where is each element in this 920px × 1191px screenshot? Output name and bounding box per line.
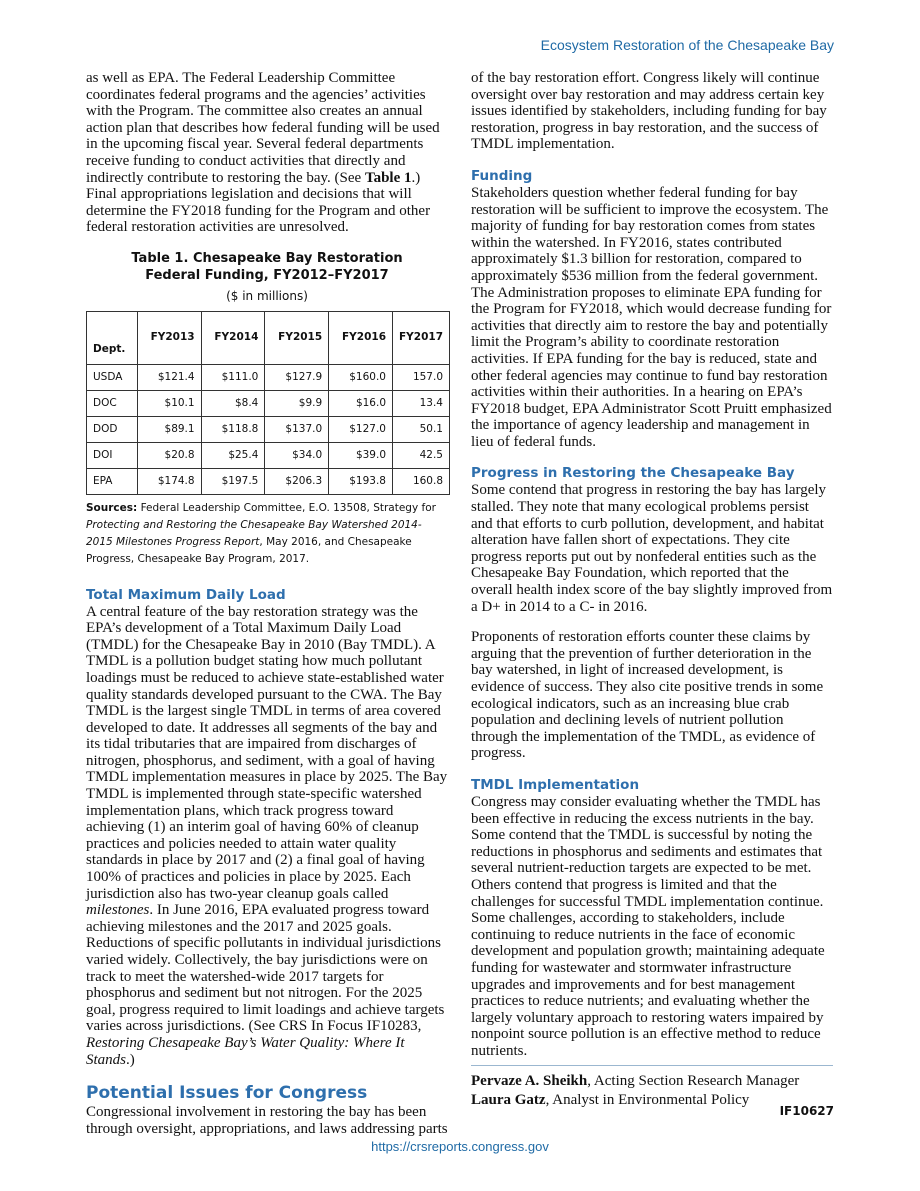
sources-report-title: Protecting and Restoring the Chesapeake Bay Watershed 2014-2015 Milestones Progress Report [86, 518, 422, 548]
table-cell: $25.4 [201, 442, 265, 468]
table-sources [86, 500, 448, 568]
table-cell: $20.8 [137, 442, 201, 468]
table-cell: $174.8 [137, 468, 201, 494]
crs-reference-title: Restoring Chesapeake Bay’s Water Quality: Where It Stands [86, 1034, 405, 1068]
table-row [87, 390, 450, 416]
table-header-cell: FY2017 [393, 311, 450, 364]
table-cell: 13.4 [393, 390, 450, 416]
author-line [471, 1072, 833, 1091]
intro-text-end: .) Final appropriations legislation and decisions that will determine the FY2018 funding for the Program and other federal restoration activities are unresolved. [86, 169, 431, 236]
table-reference: Table 1 [364, 169, 412, 186]
table-cell: $121.4 [137, 364, 201, 390]
table-cell: EPA [87, 468, 138, 494]
section-heading-progress: Progress in Restoring the Chesapeake Bay [471, 465, 795, 482]
right-column [471, 70, 833, 1110]
sources-label: Sources: [86, 501, 138, 514]
table-header-cell: Dept. [87, 311, 138, 364]
table-header-row [87, 311, 450, 364]
table-cell: $160.0 [329, 364, 393, 390]
left-column [86, 70, 448, 1151]
issues-paragraph: Congressional involvement in restoring the bay has been through oversight, appropriations, and laws addressing parts [86, 1104, 448, 1137]
table-cell: DOD [87, 416, 138, 442]
table-cell: $193.8 [329, 468, 393, 494]
section-heading-tmdl-implementation: TMDL Implementation [471, 776, 640, 793]
table-header-cell: FY2014 [201, 311, 265, 364]
table-subtitle: ($ in millions) [226, 288, 308, 303]
table-header-cell: FY2015 [265, 311, 329, 364]
table-cell: $197.5 [201, 468, 265, 494]
tmdl-text: A central feature of the bay restoration strategy was the EPA’s development of a Total Maximum Daily Load (TMDL) for the Chesapeake Bay in 2010 (Bay TMDL). A TMDL is a pollution budget stating how much pollutant loadings must be reduced to achieve state-established water quality standards developed pursuant to the CWA. The Bay TMDL is the largest single TMDL in terms of area covered developed to date. It addresses all segments of the bay and its tidal tributaries that are impaired from discharges of nitrogen, phosphorus, and sediment, with a goal of having TMDL implementation measures in place by 2025. The Bay TMDL is implemented through state-specific watershed implementation plans, which track progress toward achieving (1) an interim goal of having 60% of cleanup practices and policies needed to attain water quality standards in place by 2017 and (2) a final goal of having 100% of practices and policies in place by 2025. Each jurisdiction also has two-year cleanup goals called [86, 603, 448, 902]
table-header-cell: FY2013 [137, 311, 201, 364]
tmdl-text-2: . In June 2016, EPA evaluated progress toward achieving milestones and the 2017 and 2025 goals. Reductions of specific pollutants in individual jurisdictions varied widely. Collectively, the bay jurisdictions were on track to meet the watershed-wide 2017 targets for phosphorus and sediment but not nitrogen. For the 2025 goal, progress required to limit loadings and achieve targets varies across jurisdictions. (See CRS In Focus IF10283, [86, 902, 445, 1035]
section-heading-funding: Funding [471, 167, 533, 184]
table-cell: $89.1 [137, 416, 201, 442]
tmdl-paragraph [86, 604, 448, 1069]
table-title: Table 1. Chesapeake Bay Restoration Federal Funding, FY2012–FY2017 [131, 250, 403, 283]
intro-text: as well as EPA. The Federal Leadership Committee coordinates federal programs and the agencies’ activities with the Program. The committee also creates an annual action plan that describes how federal funding will be used in the upcoming fiscal year. Several federal departments receive funding to conduct activities that directly and indirectly contribute to restoring the bay. (See [86, 70, 440, 186]
table-cell: $127.9 [265, 364, 329, 390]
table-cell: DOI [87, 442, 138, 468]
milestones-term: milestones [86, 902, 150, 919]
table-row [87, 442, 450, 468]
table-cell: 160.8 [393, 468, 450, 494]
author-divider [471, 1065, 833, 1066]
table-cell: $137.0 [265, 416, 329, 442]
table-cell: $34.0 [265, 442, 329, 468]
table-cell: DOC [87, 390, 138, 416]
section-heading-tmdl: Total Maximum Daily Load [86, 586, 286, 603]
sources-text: Federal Leadership Committee, E.O. 13508, Strategy for [137, 501, 436, 514]
sources-text-end: , May 2016, and Chesapeake Progress, Chesapeake Bay Program, 2017. [86, 535, 412, 565]
table-row [87, 468, 450, 494]
running-header: Ecosystem Restoration of the Chesapeake Bay [540, 37, 834, 53]
tmdl-implementation-paragraph: Congress may consider evaluating whether the TMDL has been effective in reducing the excess nutrients in the bay. Some contend that the TMDL is successful by noting the reductions in phosphorus and sediments and estimates that several nutrient-reduction targets are expected to be met. Others contend that progress is limited and that the challenges for successful TMDL implementation continue. Some challenges, according to stakeholders, include continuing to reduce nutrients in the face of economic development and population growth; maintaining adequate funding for wastewater and stormwater infrastructure upgrades and improvements and for best management practices to reduce nutrients; and evaluating whether the largely voluntary approach to restoring waters impaired by nonpoint source pollution is an effective method to reduce nutrients. [471, 793, 825, 1059]
table-cell: $206.3 [265, 468, 329, 494]
progress-paragraph-2: Proponents of restoration efforts counter these claims by arguing that the prevention of further deterioration in the bay watershed, in light of increased development, is evidence of success. They also cite positive trends in some ecological indicators, such as an increasing blue crab population and declining levels of nutrient pollution through the implementation of the TMDL, as evidence of progress. [471, 629, 824, 762]
right-intro-paragraph: of the bay restoration effort. Congress likely will continue oversight over bay restoration and may address certain key issues identified by stakeholders, including funding for bay restoration, progress in bay restoration, and the success of TMDL implementation. [471, 70, 827, 153]
table-header-cell: FY2016 [329, 311, 393, 364]
author-role: , Acting Section Research Manager [587, 1073, 800, 1090]
progress-paragraph-1: Some contend that progress in restoring the bay has largely stalled. They note that many ecological problems persist and that efforts to curb pollution, development, and habitat alteration have fallen short of expectations. They cite progress reports put out by nonfederal entities such as the Chesapeake Bay Foundation, which reported that the overall health index score of the bay slightly improved from a D+ in 2014 to a C- in 2016. [471, 482, 833, 615]
tmdl-text-end: .) [126, 1051, 135, 1068]
table-cell: $111.0 [201, 364, 265, 390]
funding-paragraph: Stakeholders question whether federal funding for bay restoration will be sufficient to improve the ecosystem. The majority of funding for bay restoration comes from states within the watershed. In FY2016, states contributed approximately $1.3 billion for restoration, compared to approximately $536 million from the federal government. The Administration proposes to eliminate EPA funding for the Program for FY2018, which would decrease funding for activities that directly aim to restore the bay and potentially limit the Program’s ability to coordinate restoration activities. If EPA funding for the bay is reduced, state and other federal agencies may continue to fund bay restoration activities within their authorities. In a hearing on EPA’s FY2018 budget, EPA Administrator Scott Pruitt emphasized the importance of agency leadership and management in lieu of federal funds. [471, 184, 832, 450]
table-cell: $39.0 [329, 442, 393, 468]
footer-url-link[interactable]: https://crsreports.congress.gov [371, 1139, 549, 1154]
table-cell: 42.5 [393, 442, 450, 468]
table-cell: $127.0 [329, 416, 393, 442]
table-row [87, 364, 450, 390]
table-row [87, 416, 450, 442]
table-cell: $118.8 [201, 416, 265, 442]
table-cell: $8.4 [201, 390, 265, 416]
table-cell: $9.9 [265, 390, 329, 416]
author-name: Pervaze A. Sheikh [471, 1073, 588, 1090]
author-name: Laura Gatz [471, 1092, 546, 1109]
table-cell: $10.1 [137, 390, 201, 416]
author-role: , Analyst in Environmental Policy [545, 1092, 750, 1109]
table-cell: $16.0 [329, 390, 393, 416]
table-cell: 50.1 [393, 416, 450, 442]
document-id: IF10627 [779, 1104, 834, 1118]
table-cell: USDA [87, 364, 138, 390]
intro-paragraph [86, 70, 448, 236]
section-heading-issues: Potential Issues for Congress [86, 1083, 368, 1104]
funding-table [86, 311, 450, 495]
table-cell: 157.0 [393, 364, 450, 390]
